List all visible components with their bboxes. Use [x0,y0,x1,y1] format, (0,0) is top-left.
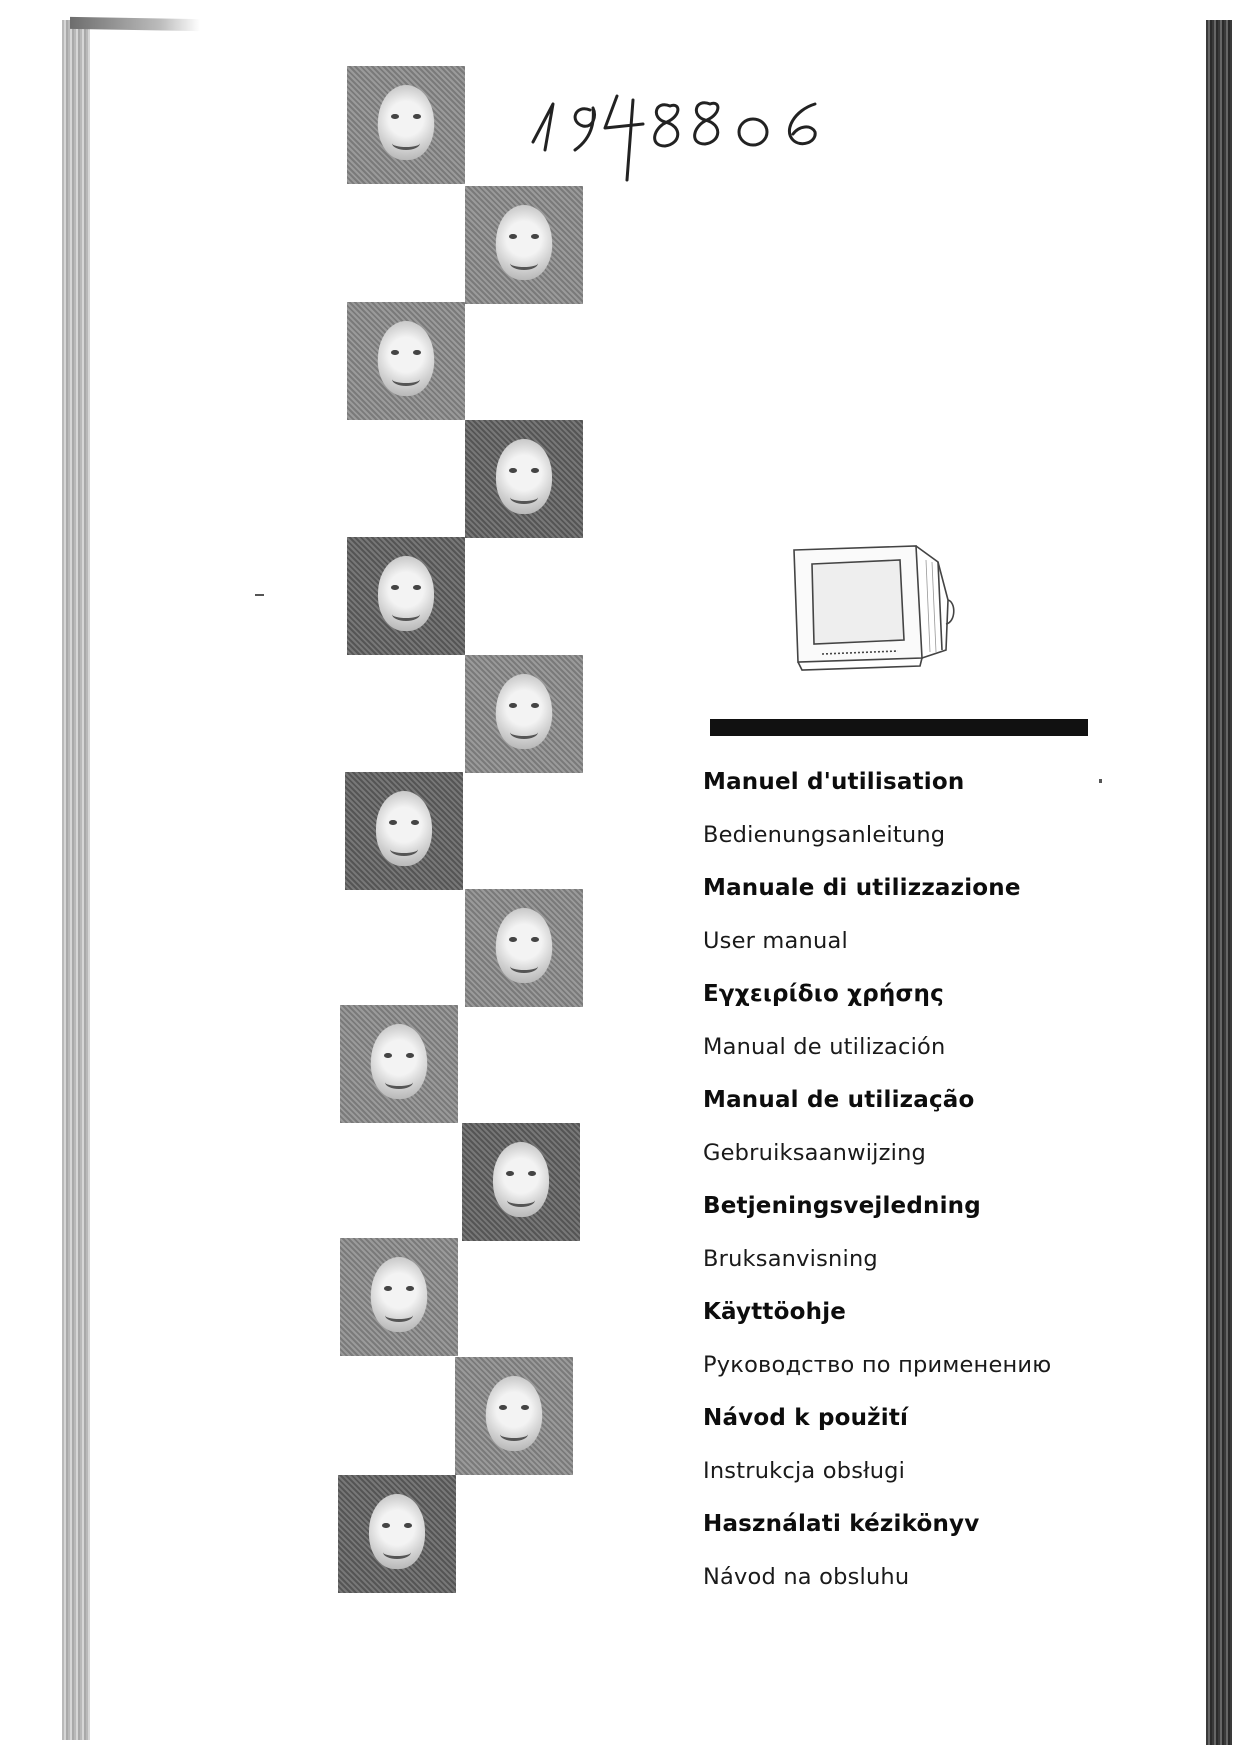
language-item: Manuel d'utilisation [703,769,965,795]
language-item: Használati kézikönyv [703,1511,980,1537]
language-item: Manual de utilização [703,1087,975,1113]
language-item: Gebruiksaanwijzing [703,1140,927,1166]
portrait-photo [340,1005,458,1123]
language-item: Instrukcja obsługi [703,1458,906,1484]
title-bar [710,719,1088,736]
portrait-photo [465,186,583,304]
portrait-photo [340,1238,458,1356]
portrait-photo [347,66,465,184]
language-item: Návod k použití [703,1405,909,1431]
scan-edge-right [1206,20,1232,1745]
language-item: Bruksanvisning [703,1246,878,1272]
language-list [703,768,1143,1616]
portrait-photo [345,772,463,890]
language-item: Návod na obsluhu [703,1564,910,1590]
language-item: Betjeningsvejledning [703,1193,981,1219]
portrait-photo [455,1357,573,1475]
portrait-photo [465,889,583,1007]
tv-icon [788,540,958,680]
language-item: Εγχειρίδιο χρήσης [703,981,944,1007]
portrait-photo [465,655,583,773]
language-item: User manual [703,928,848,954]
scan-speck [255,594,264,596]
scan-edge-top [70,17,200,31]
portrait-photo [347,537,465,655]
handwritten-number [505,70,885,190]
portrait-photo [462,1123,580,1241]
portrait-photo [347,302,465,420]
language-item: Käyttöohje [703,1299,847,1325]
language-item: Bedienungsanleitung [703,822,946,848]
language-item: Руководство по применению [703,1352,1052,1378]
language-item: Manuale di utilizzazione [703,875,1021,901]
scan-edge-left [62,20,90,1740]
portrait-photo [338,1475,456,1593]
language-item: Manual de utilización [703,1034,946,1060]
portrait-photo [465,420,583,538]
